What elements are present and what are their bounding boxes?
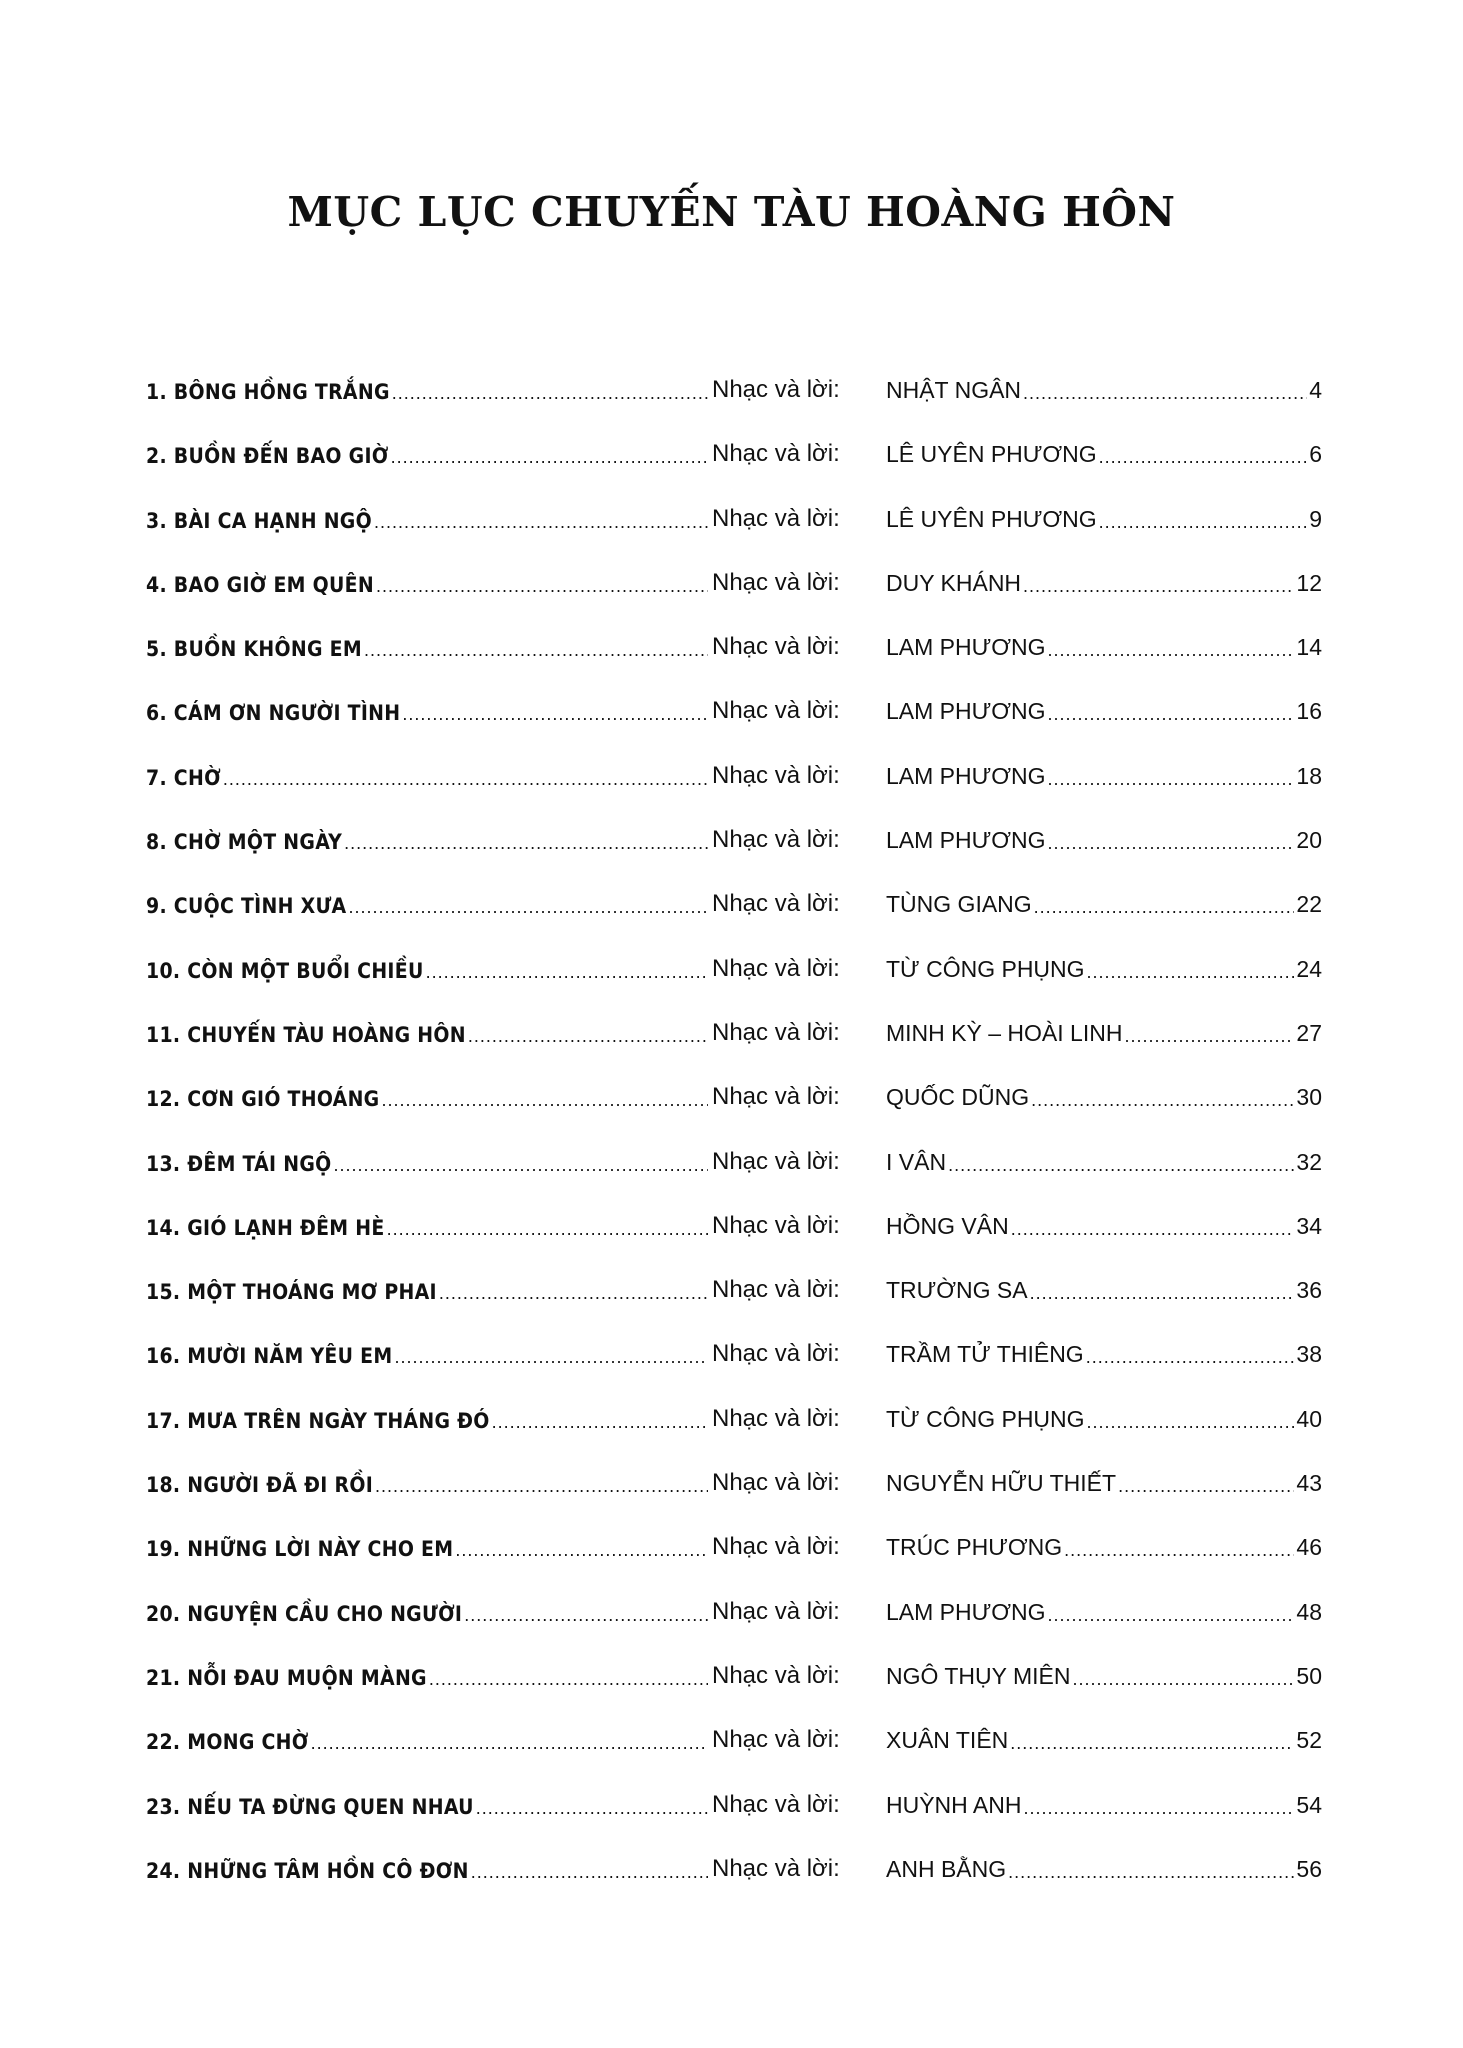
toc-entry xyxy=(146,1208,1322,1272)
toc-entry xyxy=(146,1401,1322,1465)
song-title: 19. NHỮNG LỜI NÀY CHO EM xyxy=(146,1537,454,1562)
credit-label: Nhạc và lời: xyxy=(712,1661,840,1689)
composer-name: LAM PHƯƠNG xyxy=(886,634,1046,661)
credit-label: Nhạc và lời: xyxy=(712,504,840,532)
page-number: 32 xyxy=(1296,1148,1322,1175)
composer-name: LAM PHƯƠNG xyxy=(886,762,1046,789)
song-title-cell xyxy=(146,501,708,533)
table-of-contents xyxy=(146,372,1322,1915)
credit-label: Nhạc và lời: xyxy=(712,826,840,854)
composer-cell xyxy=(886,693,1322,725)
credit-cell xyxy=(712,693,862,725)
dot-leader xyxy=(426,963,708,983)
toc-entry xyxy=(146,1787,1322,1851)
page-number: 36 xyxy=(1296,1277,1322,1304)
dot-leader xyxy=(455,1541,708,1561)
page-number: 40 xyxy=(1296,1405,1322,1432)
dot-leader xyxy=(376,577,708,597)
toc-entry xyxy=(146,1079,1322,1143)
credit-label: Nhạc và lời: xyxy=(712,1790,840,1818)
credit-label: Nhạc và lời: xyxy=(712,1018,840,1046)
dot-leader xyxy=(1064,1541,1294,1561)
dot-leader xyxy=(1048,834,1295,854)
credit-cell xyxy=(712,1594,862,1626)
composer-name: TRƯỜNG SA xyxy=(886,1277,1028,1304)
credit-cell xyxy=(712,372,862,404)
song-title: 11. CHUYẾN TÀU HOÀNG HÔN xyxy=(146,1022,466,1047)
dot-leader xyxy=(471,1863,708,1883)
credit-label: Nhạc và lời: xyxy=(712,1340,840,1368)
dot-leader xyxy=(1030,1284,1295,1304)
credit-cell xyxy=(712,501,862,533)
page-number: 6 xyxy=(1309,441,1322,468)
page-number: 20 xyxy=(1296,827,1322,854)
toc-entry xyxy=(146,1272,1322,1336)
song-title-cell xyxy=(146,629,708,661)
dot-leader xyxy=(1010,1734,1294,1754)
composer-cell xyxy=(886,1658,1322,1690)
toc-entry xyxy=(146,1594,1322,1658)
toc-entry xyxy=(146,886,1322,950)
composer-name: LÊ UYÊN PHƯƠNG xyxy=(886,441,1097,468)
page-number: 16 xyxy=(1296,698,1322,725)
credit-cell xyxy=(712,1336,862,1368)
dot-leader xyxy=(1086,1348,1295,1368)
song-title: 9. CUỘC TÌNH XƯA xyxy=(146,894,347,919)
credit-cell xyxy=(712,1015,862,1047)
credit-label: Nhạc và lời: xyxy=(712,1211,840,1239)
dot-leader xyxy=(392,384,708,404)
dot-leader xyxy=(476,1799,708,1819)
toc-entry xyxy=(146,372,1322,436)
composer-name: TÙNG GIANG xyxy=(886,891,1032,918)
composer-name: LAM PHƯƠNG xyxy=(886,1598,1046,1625)
credit-cell xyxy=(712,886,862,918)
song-title-cell xyxy=(146,822,708,854)
credit-label: Nhạc và lời: xyxy=(712,568,840,596)
dot-leader xyxy=(1031,1091,1294,1111)
composer-name: TRẦM TỬ THIÊNG xyxy=(886,1341,1084,1368)
credit-cell xyxy=(712,629,862,661)
composer-name: TRÚC PHƯƠNG xyxy=(886,1534,1063,1561)
dot-leader xyxy=(464,1606,708,1626)
credit-cell xyxy=(712,1401,862,1433)
composer-name: NHẬT NGÂN xyxy=(886,377,1022,403)
credit-cell xyxy=(712,1851,862,1883)
song-title-cell xyxy=(146,1015,708,1047)
credit-cell xyxy=(712,1529,862,1561)
credit-label: Nhạc và lời: xyxy=(712,633,840,661)
dot-leader xyxy=(311,1734,708,1754)
toc-entry xyxy=(146,1015,1322,1079)
composer-name: HUỲNH ANH xyxy=(886,1791,1022,1818)
toc-entry xyxy=(146,1144,1322,1208)
composer-cell xyxy=(886,1015,1322,1047)
composer-cell xyxy=(886,1529,1322,1561)
song-title: 22. MONG CHỜ xyxy=(146,1730,309,1755)
page-number: 34 xyxy=(1296,1212,1322,1239)
toc-entry xyxy=(146,1658,1322,1722)
composer-name: HỒNG VÂN xyxy=(886,1212,1009,1239)
toc-entry xyxy=(146,758,1322,822)
dot-leader xyxy=(439,1284,708,1304)
credit-cell xyxy=(712,822,862,854)
song-title: 10. CÒN MỘT BUỔI CHIỀU xyxy=(146,958,424,983)
composer-cell xyxy=(886,822,1322,854)
credit-cell xyxy=(712,1079,862,1111)
composer-cell xyxy=(886,372,1322,404)
song-title: 5. BUỒN KHÔNG EM xyxy=(146,637,362,662)
credit-label: Nhạc và lời: xyxy=(712,1854,840,1882)
song-title-cell xyxy=(146,693,708,725)
song-title: 14. GIÓ LẠNH ĐÊM HÈ xyxy=(146,1215,385,1240)
song-title-cell xyxy=(146,1529,708,1561)
dot-leader xyxy=(1118,1477,1294,1497)
composer-name: TỪ CÔNG PHỤNG xyxy=(886,1405,1085,1432)
toc-entry xyxy=(146,1722,1322,1786)
song-title-cell xyxy=(146,1594,708,1626)
song-title: 3. BÀI CA HẠNH NGỘ xyxy=(146,508,372,533)
page-number: 14 xyxy=(1296,634,1322,661)
song-title: 15. MỘT THOÁNG MƠ PHAI xyxy=(146,1280,437,1305)
song-title-cell xyxy=(146,1336,708,1368)
credit-cell xyxy=(712,565,862,597)
composer-cell xyxy=(886,1272,1322,1304)
toc-entry xyxy=(146,822,1322,886)
page-number: 52 xyxy=(1296,1727,1322,1754)
dot-leader xyxy=(1048,705,1295,725)
dot-leader xyxy=(1072,1670,1294,1690)
dot-leader xyxy=(334,1156,708,1176)
page-number: 24 xyxy=(1296,955,1322,982)
dot-leader xyxy=(1099,448,1308,468)
composer-cell xyxy=(886,1594,1322,1626)
dot-leader xyxy=(223,770,708,790)
credit-label: Nhạc và lời: xyxy=(712,440,840,468)
credit-label: Nhạc và lời: xyxy=(712,1533,840,1561)
dot-leader xyxy=(948,1156,1294,1176)
credit-label: Nhạc và lời: xyxy=(712,376,840,403)
composer-name: NGÔ THỤY MIÊN xyxy=(886,1662,1071,1689)
song-title: 12. CƠN GIÓ THOÁNG xyxy=(146,1087,380,1112)
page-number: 9 xyxy=(1309,505,1322,532)
toc-entry xyxy=(146,951,1322,1015)
credit-cell xyxy=(712,1658,862,1690)
composer-cell xyxy=(886,565,1322,597)
song-title: 8. CHỜ MỘT NGÀY xyxy=(146,830,343,855)
credit-cell xyxy=(712,1144,862,1176)
page-number: 38 xyxy=(1296,1341,1322,1368)
song-title-cell xyxy=(146,1722,708,1754)
composer-cell xyxy=(886,1465,1322,1497)
composer-cell xyxy=(886,1208,1322,1240)
composer-cell xyxy=(886,501,1322,533)
composer-cell xyxy=(886,1079,1322,1111)
composer-cell xyxy=(886,1722,1322,1754)
composer-name: XUÂN TIÊN xyxy=(886,1727,1009,1754)
page-number: 46 xyxy=(1296,1534,1322,1561)
dot-leader xyxy=(344,834,708,854)
dot-leader xyxy=(382,1091,709,1111)
dot-leader xyxy=(374,513,708,533)
page-number: 50 xyxy=(1296,1662,1322,1689)
composer-name: LAM PHƯƠNG xyxy=(886,698,1046,725)
page-number: 12 xyxy=(1296,569,1322,596)
composer-cell xyxy=(886,1144,1322,1176)
dot-leader xyxy=(1087,963,1295,983)
song-title-cell xyxy=(146,1658,708,1690)
page-number: 18 xyxy=(1296,762,1322,789)
song-title-cell xyxy=(146,1787,708,1819)
dot-leader xyxy=(492,1413,708,1433)
credit-label: Nhạc và lời: xyxy=(712,1469,840,1497)
song-title: 18. NGƯỜI ĐÃ ĐI RỒI xyxy=(146,1473,374,1498)
composer-cell xyxy=(886,1787,1322,1819)
dot-leader xyxy=(1023,577,1294,597)
toc-entry xyxy=(146,1465,1322,1529)
song-title-cell xyxy=(146,886,708,918)
dot-leader xyxy=(1048,770,1295,790)
song-title-cell xyxy=(146,436,708,468)
song-title-cell xyxy=(146,565,708,597)
dot-leader xyxy=(1023,1799,1294,1819)
dot-leader xyxy=(429,1670,708,1690)
song-title: 4. BAO GIỜ EM QUÊN xyxy=(146,572,374,597)
composer-name: NGUYỄN HỮU THIẾT xyxy=(886,1470,1117,1497)
composer-cell xyxy=(886,629,1322,661)
dot-leader xyxy=(1087,1413,1295,1433)
toc-entry xyxy=(146,1851,1322,1915)
composer-name: ANH BẰNG xyxy=(886,1855,1007,1882)
song-title-cell xyxy=(146,1465,708,1497)
credit-cell xyxy=(712,1722,862,1754)
page-number: 27 xyxy=(1296,1019,1322,1046)
dot-leader xyxy=(468,1027,708,1047)
credit-cell xyxy=(712,758,862,790)
credit-label: Nhạc và lời: xyxy=(712,1597,840,1625)
song-title-cell xyxy=(146,1208,708,1240)
song-title-cell xyxy=(146,372,708,404)
page-number: 54 xyxy=(1296,1791,1322,1818)
song-title: 21. NỖI ĐAU MUỘN MÀNG xyxy=(146,1665,427,1690)
song-title: 16. MƯỜI NĂM YÊU EM xyxy=(146,1344,393,1369)
dot-leader xyxy=(364,641,708,661)
page-number: 56 xyxy=(1296,1855,1322,1882)
composer-cell xyxy=(886,1401,1322,1433)
credit-label: Nhạc và lời: xyxy=(712,697,840,725)
page-number: 22 xyxy=(1296,891,1322,918)
credit-cell xyxy=(712,1465,862,1497)
composer-name: QUỐC DŨNG xyxy=(886,1084,1030,1111)
dot-leader xyxy=(1034,898,1295,918)
dot-leader xyxy=(402,705,708,725)
credit-cell xyxy=(712,1208,862,1240)
toc-entry xyxy=(146,565,1322,629)
song-title-cell xyxy=(146,1079,708,1111)
toc-entry xyxy=(146,436,1322,500)
composer-name: LÊ UYÊN PHƯƠNG xyxy=(886,505,1097,532)
toc-entry xyxy=(146,629,1322,693)
song-title: 17. MƯA TRÊN NGÀY THÁNG ĐÓ xyxy=(146,1408,490,1433)
credit-label: Nhạc và lời: xyxy=(712,1726,840,1754)
composer-name: I VÂN xyxy=(886,1148,947,1175)
song-title: 23. NẾU TA ĐỪNG QUEN NHAU xyxy=(146,1794,474,1819)
dot-leader xyxy=(1008,1863,1294,1883)
dot-leader xyxy=(1023,384,1307,404)
dot-leader xyxy=(1048,1606,1295,1626)
page-number: 4 xyxy=(1309,377,1322,403)
song-title: 1. BÔNG HỒNG TRẮNG xyxy=(146,380,390,404)
composer-name: LAM PHƯƠNG xyxy=(886,827,1046,854)
credit-label: Nhạc và lời: xyxy=(712,761,840,789)
song-title-cell xyxy=(146,1272,708,1304)
dot-leader xyxy=(387,1220,708,1240)
song-title-cell xyxy=(146,1851,708,1883)
toc-entry xyxy=(146,501,1322,565)
credit-label: Nhạc và lời: xyxy=(712,954,840,982)
song-title-cell xyxy=(146,1401,708,1433)
credit-cell xyxy=(712,951,862,983)
song-title-cell xyxy=(146,951,708,983)
page-number: 48 xyxy=(1296,1598,1322,1625)
composer-cell xyxy=(886,436,1322,468)
song-title: 7. CHỜ xyxy=(146,765,221,790)
credit-cell xyxy=(712,436,862,468)
credit-label: Nhạc và lời: xyxy=(712,1276,840,1304)
dot-leader xyxy=(1124,1027,1294,1047)
composer-cell xyxy=(886,1336,1322,1368)
song-title: 20. NGUYỆN CẦU CHO NGƯỜI xyxy=(146,1601,463,1626)
credit-label: Nhạc và lời: xyxy=(712,1404,840,1432)
dot-leader xyxy=(1048,641,1295,661)
toc-entry xyxy=(146,693,1322,757)
page-title: MỤC LỤC CHUYẾN TÀU HOÀNG HÔN xyxy=(287,188,1176,236)
song-title-cell xyxy=(146,758,708,790)
song-title-cell xyxy=(146,1144,708,1176)
page-number: 30 xyxy=(1296,1084,1322,1111)
composer-cell xyxy=(886,886,1322,918)
song-title: 13. ĐÊM TÁI NGỘ xyxy=(146,1151,332,1176)
song-title: 2. BUỒN ĐẾN BAO GIỜ xyxy=(146,444,389,469)
dot-leader xyxy=(394,1348,708,1368)
dot-leader xyxy=(348,898,708,918)
song-title: 24. NHỮNG TÂM HỒN CÔ ĐƠN xyxy=(146,1858,469,1883)
credit-label: Nhạc và lời: xyxy=(712,890,840,918)
credit-cell xyxy=(712,1272,862,1304)
dot-leader xyxy=(375,1477,708,1497)
dot-leader xyxy=(1099,513,1308,533)
credit-label: Nhạc và lời: xyxy=(712,1083,840,1111)
composer-cell xyxy=(886,951,1322,983)
toc-entry xyxy=(146,1529,1322,1593)
composer-name: DUY KHÁNH xyxy=(886,569,1022,596)
dot-leader xyxy=(391,448,708,468)
composer-name: TỪ CÔNG PHỤNG xyxy=(886,955,1085,982)
composer-name: MINH KỲ – HOÀI LINH xyxy=(886,1019,1123,1046)
song-title: 6. CÁM ƠN NGƯỜI TÌNH xyxy=(146,701,401,726)
credit-cell xyxy=(712,1787,862,1819)
dot-leader xyxy=(1011,1220,1295,1240)
credit-label: Nhạc và lời: xyxy=(712,1147,840,1175)
composer-cell xyxy=(886,758,1322,790)
toc-entry xyxy=(146,1336,1322,1400)
composer-cell xyxy=(886,1851,1322,1883)
page-number: 43 xyxy=(1296,1470,1322,1497)
